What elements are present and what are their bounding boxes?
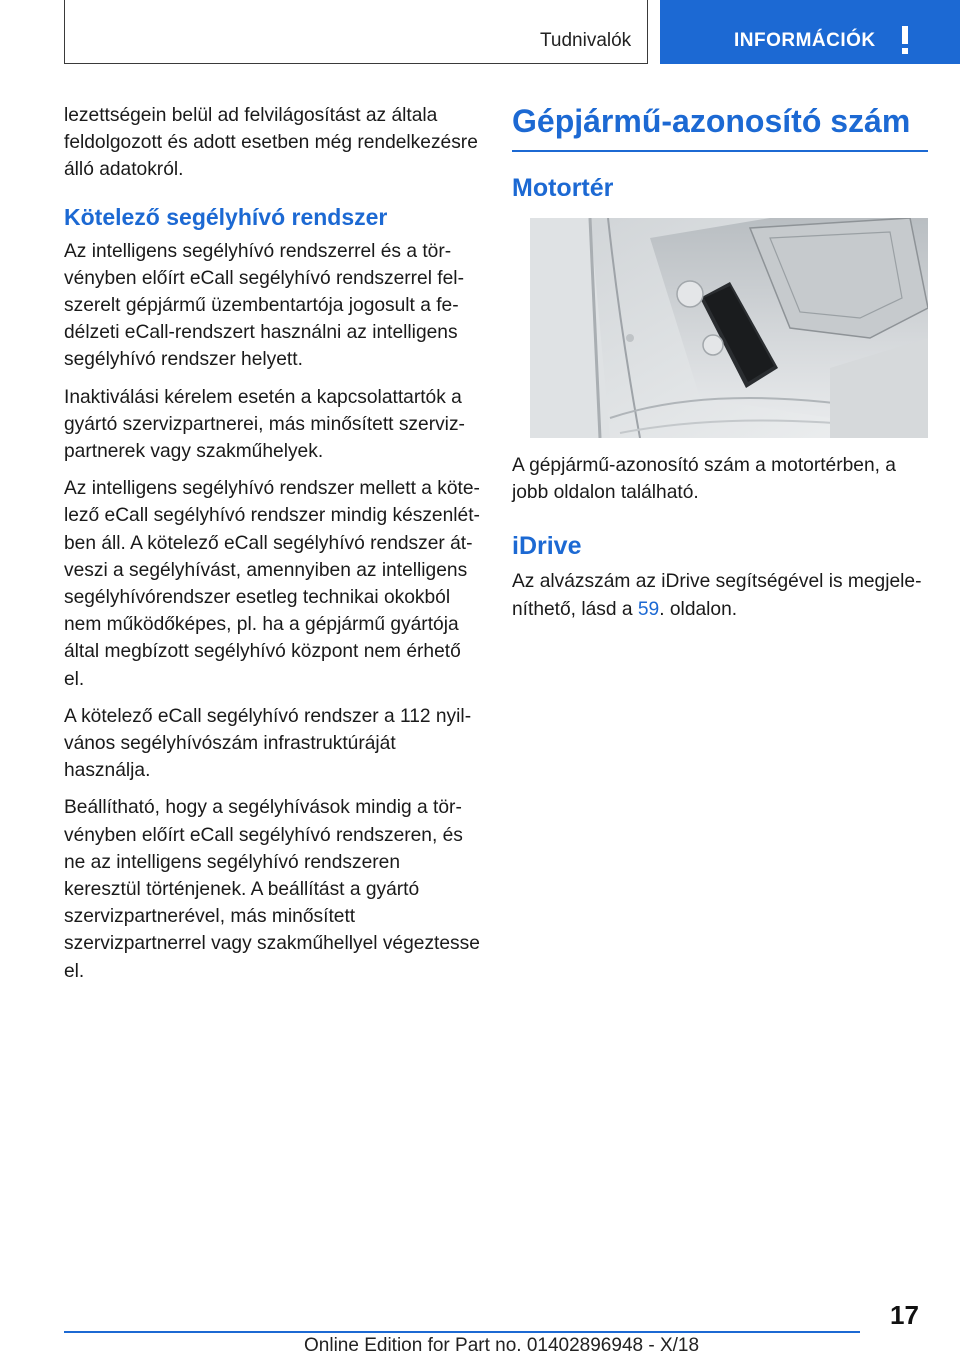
- body-paragraph: Az intelligens segélyhívó rendszerrel és a törvényben előírt eCall segélyhívó rendszerrel felszerelt gépjármű üzembentartója jogosult a fedélzeti eCall-rendszert használni az intelligens segélyhívó rendszer helyett.: [64, 240, 464, 371]
- engine-caption: A gépjármű-azonosító szám a motortérben, a jobb oldalon található.: [512, 455, 896, 504]
- idrive-paragraph: [512, 568, 928, 622]
- body-paragraph: Inaktiválási kérelem esetén a kapcsolattartók a gyártó szervizpartnerei, más minősített szervizpartnerek vagy szakműhelyek.: [64, 386, 465, 463]
- body-paragraph: A kötelező eCall segélyhívó rendszer a 112 nyilvános segélyhívószám infrastruktúráját használja.: [64, 705, 472, 782]
- section-heading-engine: Motortér: [512, 174, 614, 202]
- right-column: [512, 98, 928, 633]
- header-section-title: Tudnivalók: [540, 30, 632, 51]
- header-tab-label: INFORMÁCIÓK: [734, 30, 876, 51]
- header-tab-informaciok: [660, 0, 960, 64]
- engine-bay-photo: [530, 218, 928, 438]
- section-heading-ecall: Kötelező segélyhívó rendszer: [64, 203, 388, 230]
- page-title: Gépjármű-azonosító szám: [512, 98, 928, 152]
- idrive-text: Az alvázszám az iDrive segítségével is megjeleníthető, lásd a: [512, 571, 922, 620]
- section-heading-idrive: iDrive: [512, 532, 582, 561]
- intro-paragraph: lezettségein belül ad felvilágosítást az általa feldolgozott és adott esetben még rendelkezésre álló adatokról.: [64, 105, 478, 181]
- body-paragraph: Beállítható, hogy a segélyhívások mindig a törvényben előírt eCall segélyhívó rendszeren, és ne az intelligens segélyhívó rendszeren keresztül történjenek. A beállítást a gyártó szervizpartnerével, más minősített szervizpartnerrel vagy szakműhellyel végeztesse el.: [64, 797, 480, 982]
- page-number: 17: [890, 1300, 919, 1330]
- exclamation-icon: [900, 26, 910, 56]
- footer-edition: Online Edition for Part no. 01402896948 - X/18: [304, 1335, 700, 1356]
- body-paragraph: Az intelligens segélyhívó rendszer mellett a kötelező eCall segélyhívó rendszer mindig készenlétben áll. A kötelező eCall segélyhívó rendszer átveszi a segélyhívást, amennyiben az intelligens segélyhívórendszer esetleg technikai okokból nem működőképes, pl. ha a gépjármű gyártója által megbízott segélyhívó központ nem érhető el.: [64, 478, 480, 690]
- footer-divider: [64, 1331, 860, 1333]
- idrive-text-end: . oldalon.: [659, 598, 738, 620]
- left-column: [64, 102, 482, 995]
- page-reference-link[interactable]: 59: [637, 598, 660, 620]
